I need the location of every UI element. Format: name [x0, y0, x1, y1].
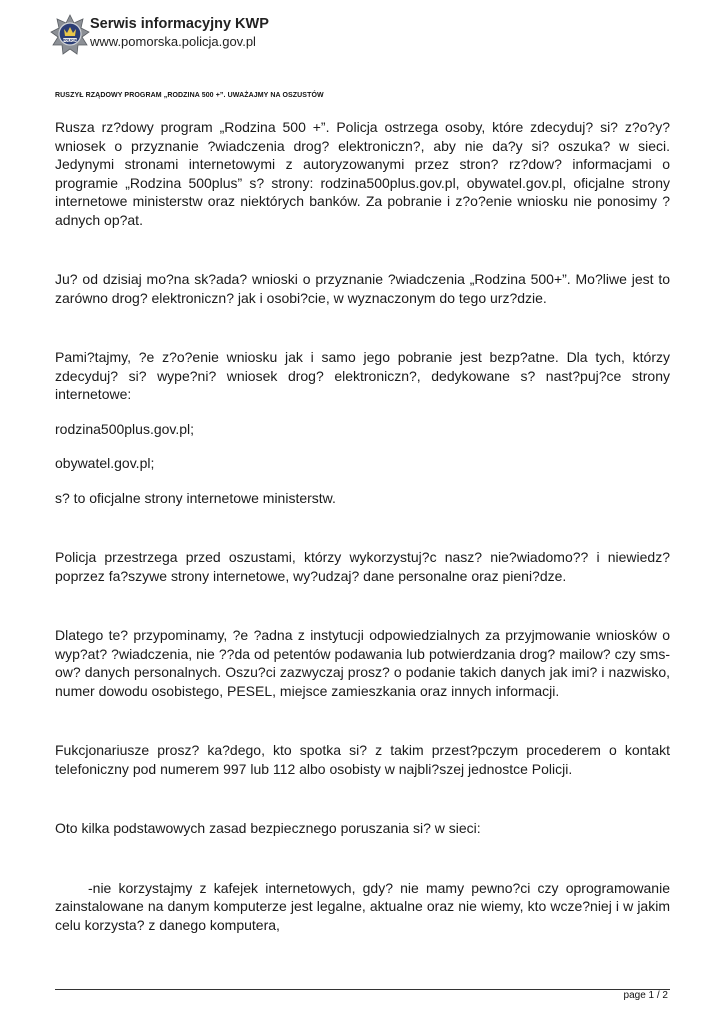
paragraph: Pami?tajmy, ?e z?o?enie wniosku jak i samo jego pobranie jest bezp?atne. Dla tych, którzy zdecyduj? si? wype?ni? wniosek drog? elektroniczn?, dedykowane s? nast?puj?ce strony internetowe:	[55, 349, 670, 402]
logo-text: POLICJA	[62, 38, 78, 43]
paragraph: Fukcjonariusze prosz? ka?dego, kto spotka si? z takim przest?pczym procederem o kontakt telefoniczny pod numerem 997 lub 112 albo osobisty w najbli?szej jednostce Policji.	[55, 742, 670, 777]
page-number: page 1 / 2	[623, 990, 668, 1001]
paragraph: Ju? od dzisiaj mo?na sk?ada? wnioski o przyznanie ?wiadczenia „Rodzina 500+”. Mo?liwe jest to zarówno drog? elektroniczn? jak i osobi?cie, w wyznaczonym do tego urz?dzie.	[55, 271, 670, 306]
police-star-logo	[50, 14, 90, 58]
page-header	[50, 14, 670, 58]
paragraph: Policja przestrzega przed oszustami, którzy wykorzystuj?c nasz? nie?wiadomo?? i niewiedz? poprzez fa?szywe strony internetowe, wy?udzaj? dane personalne oraz pieni?dze.	[55, 549, 670, 584]
paragraph: Rusza rz?dowy program „Rodzina 500 +”. Policja ostrzega osoby, które zdecyduj? si? z?o?y? wniosek o przyznanie ?wiadczenia drog? elektroniczn?, aby nie da?y si? oszuka? w sieci. Jedynymi stronami internetowymi z autoryzowanymi przez stron? rz?dow? informacjami o programie „Rodzina 500plus” s? strony: rodzina500plus.gov.pl, obywatel.gov.pl, oficjalne strony internetowe ministerstw oraz niektórych banków. Za pobranie i z?o?enie wniosku nie ponosimy ?adnych op?at.	[55, 119, 670, 228]
paragraph: Dlatego te? przypominamy, ?e ?adna z instytucji odpowiedzialnych za przyjmowanie wniosków o wyp?at? ?wiadczenia, nie ??da od petentów podawania lub potwierdzania drog? mailow? czy sms-ow? danych personalnych. Oszu?ci zazwyczaj prosz? o podanie takich danych jak imi? i nazwisko, numer dowodu osobistego, PESEL, miejsce zamieszkania oraz innych informacji.	[55, 627, 670, 699]
paragraph-link: rodzina500plus.gov.pl;	[55, 420, 195, 437]
article-title: RUSZYŁ RZĄDOWY PROGRAM „RODZINA 500 +”. UWAŻAJMY NA OSZUSTÓW	[55, 92, 324, 99]
paragraph-link: obywatel.gov.pl;	[55, 455, 155, 471]
footer-divider	[55, 989, 670, 990]
paragraph: Oto kilka podstawowych zasad bezpiecznego poruszania si? w sieci:	[55, 820, 481, 836]
site-url[interactable]: www.pomorska.policja.gov.pl	[90, 34, 256, 49]
site-title: Serwis informacyjny KWP	[90, 16, 269, 32]
paragraph-list-item: -nie korzystajmy z kafejek internetowych, gdy? nie mamy pewno?ci czy oprogramowanie zainstalowane na danym komputerze jest legalne, aktualne oraz nie wiemy, kto wcze?niej i w jakim celu korzysta? z danego komputera,	[55, 879, 670, 933]
article-body	[55, 118, 670, 934]
paragraph: s? to oficjalne strony internetowe ministerstw.	[55, 489, 336, 506]
